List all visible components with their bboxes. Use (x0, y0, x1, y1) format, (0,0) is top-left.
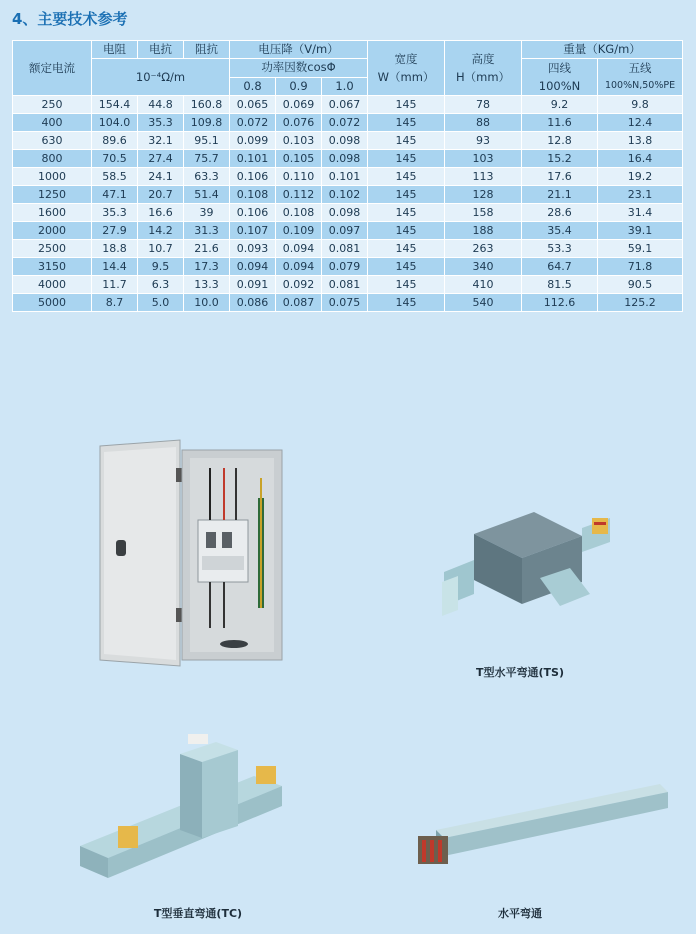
table-cell: 630 (13, 132, 92, 150)
header-reactance: 电抗 (138, 41, 184, 59)
header-height (445, 41, 522, 96)
table-cell: 12.4 (598, 114, 683, 132)
table-cell: 145 (368, 204, 445, 222)
table-cell: 21.6 (184, 240, 230, 258)
horizontal-caption: 水平弯通 (498, 907, 542, 920)
table-cell: 0.072 (322, 114, 368, 132)
table-cell: 1250 (13, 186, 92, 204)
table-cell: 27.9 (92, 222, 138, 240)
tc-caption: T型垂直弯通(TC) (153, 907, 243, 920)
spec-table-body (13, 96, 683, 312)
table-cell: 109.8 (184, 114, 230, 132)
table-cell: 11.7 (92, 276, 138, 294)
table-row (13, 96, 683, 114)
table-cell: 0.069 (276, 96, 322, 114)
table-cell: 0.081 (322, 276, 368, 294)
header-weight: 重量（KG/m） (522, 41, 683, 59)
tc-busway-image (76, 730, 306, 890)
table-cell: 145 (368, 222, 445, 240)
table-cell: 11.6 (522, 114, 598, 132)
table-cell: 145 (368, 132, 445, 150)
table-cell: 145 (368, 240, 445, 258)
table-cell: 10.7 (138, 240, 184, 258)
table-cell: 71.8 (598, 258, 683, 276)
table-cell: 1600 (13, 204, 92, 222)
table-cell: 39 (184, 204, 230, 222)
header-pf-0-9: 0.9 (276, 77, 322, 96)
table-cell: 58.5 (92, 168, 138, 186)
table-cell: 800 (13, 150, 92, 168)
header-four-wire (522, 59, 598, 96)
table-cell: 400 (13, 114, 92, 132)
table-row (13, 258, 683, 276)
table-cell: 0.105 (276, 150, 322, 168)
table-cell: 5000 (13, 294, 92, 312)
table-cell: 75.7 (184, 150, 230, 168)
table-cell: 0.108 (276, 204, 322, 222)
table-cell: 0.091 (230, 276, 276, 294)
header-power-factor: 功率因数cosΦ (230, 59, 368, 78)
table-row (13, 132, 683, 150)
table-cell: 158 (445, 204, 522, 222)
table-cell: 4000 (13, 276, 92, 294)
table-cell: 9.2 (522, 96, 598, 114)
table-cell: 0.110 (276, 168, 322, 186)
table-cell: 1000 (13, 168, 92, 186)
table-cell: 0.067 (322, 96, 368, 114)
header-four-wire-label: 四线 (548, 61, 572, 75)
table-cell: 0.106 (230, 168, 276, 186)
ts-busway-image (440, 510, 620, 620)
table-cell: 0.065 (230, 96, 276, 114)
header-four-wire-sub: 100%N (538, 79, 581, 93)
table-cell: 0.072 (230, 114, 276, 132)
table-cell: 16.4 (598, 150, 683, 168)
table-row (13, 222, 683, 240)
table-row (13, 168, 683, 186)
table-cell: 0.101 (230, 150, 276, 168)
table-cell: 78 (445, 96, 522, 114)
table-cell: 13.8 (598, 132, 683, 150)
header-voltage-drop: 电压降（V/m） (230, 41, 368, 59)
table-cell: 145 (368, 150, 445, 168)
table-cell: 81.5 (522, 276, 598, 294)
table-cell: 0.093 (230, 240, 276, 258)
table-cell: 0.108 (230, 186, 276, 204)
table-cell: 35.3 (92, 204, 138, 222)
table-cell: 89.6 (92, 132, 138, 150)
table-cell: 0.094 (276, 240, 322, 258)
table-cell: 0.075 (322, 294, 368, 312)
header-width-unit: W（mm） (377, 70, 435, 84)
table-cell: 0.102 (322, 186, 368, 204)
table-cell: 0.106 (230, 204, 276, 222)
table-cell: 32.1 (138, 132, 184, 150)
table-cell: 188 (445, 222, 522, 240)
table-cell: 90.5 (598, 276, 683, 294)
header-unit: 10⁻⁴Ω/m (92, 59, 230, 96)
table-cell: 145 (368, 294, 445, 312)
table-cell: 0.101 (322, 168, 368, 186)
table-cell: 0.098 (322, 204, 368, 222)
table-cell: 145 (368, 114, 445, 132)
table-cell: 145 (368, 96, 445, 114)
table-cell: 59.1 (598, 240, 683, 258)
table-cell: 145 (368, 168, 445, 186)
header-width (368, 41, 445, 96)
table-cell: 35.4 (522, 222, 598, 240)
table-cell: 14.4 (92, 258, 138, 276)
table-cell: 113 (445, 168, 522, 186)
table-cell: 145 (368, 276, 445, 294)
ts-caption: T型水平弯通(TS) (476, 666, 564, 679)
table-cell: 64.7 (522, 258, 598, 276)
table-cell: 44.8 (138, 96, 184, 114)
header-rated-current: 额定电流 (13, 41, 92, 96)
table-cell: 21.1 (522, 186, 598, 204)
table-cell: 340 (445, 258, 522, 276)
header-height-unit: H（mm） (456, 70, 511, 84)
table-cell: 145 (368, 186, 445, 204)
table-cell: 0.094 (230, 258, 276, 276)
table-cell: 540 (445, 294, 522, 312)
table-cell: 18.8 (92, 240, 138, 258)
table-cell: 410 (445, 276, 522, 294)
table-cell: 23.1 (598, 186, 683, 204)
table-cell: 0.076 (276, 114, 322, 132)
spec-table (12, 40, 683, 312)
table-cell: 0.112 (276, 186, 322, 204)
table-cell: 27.4 (138, 150, 184, 168)
table-cell: 154.4 (92, 96, 138, 114)
horizontal-busway-image (414, 782, 670, 882)
table-cell: 95.1 (184, 132, 230, 150)
table-cell: 0.107 (230, 222, 276, 240)
table-cell: 2500 (13, 240, 92, 258)
table-cell: 9.5 (138, 258, 184, 276)
header-resistance: 电阻 (92, 41, 138, 59)
header-impedance: 阻抗 (184, 41, 230, 59)
table-cell: 35.3 (138, 114, 184, 132)
table-row (13, 276, 683, 294)
header-pf-0-8: 0.8 (230, 77, 276, 96)
table-cell: 160.8 (184, 96, 230, 114)
table-cell: 125.2 (598, 294, 683, 312)
table-cell: 88 (445, 114, 522, 132)
table-cell: 0.103 (276, 132, 322, 150)
table-cell: 17.3 (184, 258, 230, 276)
table-cell: 39.1 (598, 222, 683, 240)
header-height-label: 高度 (471, 52, 495, 66)
table-cell: 5.0 (138, 294, 184, 312)
table-cell: 0.079 (322, 258, 368, 276)
table-cell: 31.3 (184, 222, 230, 240)
table-cell: 9.8 (598, 96, 683, 114)
table-cell: 145 (368, 258, 445, 276)
table-cell: 0.086 (230, 294, 276, 312)
table-cell: 28.6 (522, 204, 598, 222)
table-cell: 103 (445, 150, 522, 168)
table-cell: 104.0 (92, 114, 138, 132)
table-cell: 128 (445, 186, 522, 204)
table-cell: 17.6 (522, 168, 598, 186)
section-title: 4、主要技术参考 (12, 10, 128, 28)
table-cell: 53.3 (522, 240, 598, 258)
table-cell: 8.7 (92, 294, 138, 312)
table-cell: 263 (445, 240, 522, 258)
table-cell: 63.3 (184, 168, 230, 186)
table-cell: 0.099 (230, 132, 276, 150)
table-cell: 51.4 (184, 186, 230, 204)
table-cell: 93 (445, 132, 522, 150)
table-cell: 0.109 (276, 222, 322, 240)
table-cell: 19.2 (598, 168, 683, 186)
table-row (13, 240, 683, 258)
table-row (13, 294, 683, 312)
table-cell: 3150 (13, 258, 92, 276)
table-row (13, 114, 683, 132)
table-cell: 14.2 (138, 222, 184, 240)
distribution-box-image (98, 438, 290, 670)
table-cell: 0.098 (322, 132, 368, 150)
table-cell: 112.6 (522, 294, 598, 312)
table-cell: 16.6 (138, 204, 184, 222)
table-cell: 47.1 (92, 186, 138, 204)
table-cell: 250 (13, 96, 92, 114)
header-five-wire (598, 59, 683, 96)
table-row (13, 186, 683, 204)
table-cell: 13.3 (184, 276, 230, 294)
table-row (13, 150, 683, 168)
table-cell: 6.3 (138, 276, 184, 294)
table-cell: 0.098 (322, 150, 368, 168)
table-cell: 12.8 (522, 132, 598, 150)
header-pf-1-0: 1.0 (322, 77, 368, 96)
header-width-label: 宽度 (394, 52, 418, 66)
table-cell: 70.5 (92, 150, 138, 168)
table-cell: 0.081 (322, 240, 368, 258)
table-cell: 15.2 (522, 150, 598, 168)
table-cell: 2000 (13, 222, 92, 240)
header-five-wire-label: 五线 (628, 61, 652, 75)
table-cell: 10.0 (184, 294, 230, 312)
table-cell: 0.087 (276, 294, 322, 312)
table-row (13, 204, 683, 222)
table-cell: 0.092 (276, 276, 322, 294)
table-cell: 31.4 (598, 204, 683, 222)
table-cell: 20.7 (138, 186, 184, 204)
table-cell: 0.094 (276, 258, 322, 276)
header-five-wire-sub: 100%N,50%PE (604, 80, 676, 91)
table-cell: 0.097 (322, 222, 368, 240)
table-cell: 24.1 (138, 168, 184, 186)
